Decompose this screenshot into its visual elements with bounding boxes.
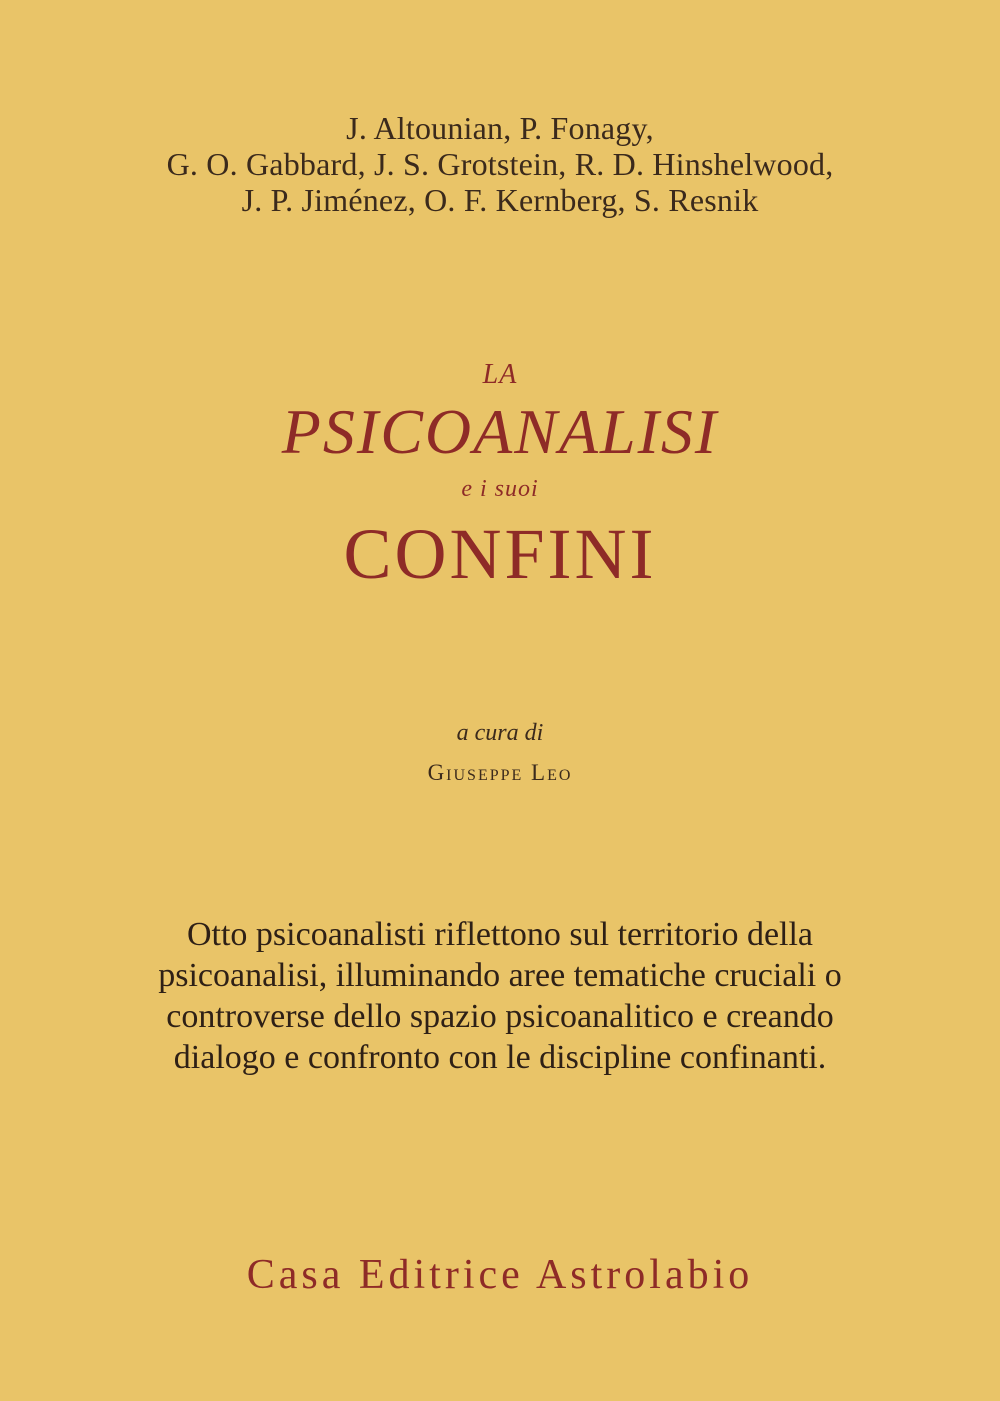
authors-line-1: J. Altounian, P. Fonagy,	[346, 110, 654, 146]
editor-label: a cura di	[456, 720, 544, 746]
title-block	[0, 358, 1000, 594]
blurb-line-1: Otto psicoanalisti riflettono sul territorio della	[186, 916, 814, 953]
blurb-text	[130, 914, 870, 1078]
editor-name: Giuseppe Leo	[427, 760, 573, 785]
authors-line-3: J. P. Jiménez, O. F. Kernberg, S. Resnik	[241, 182, 759, 218]
title-main: PSICOANALISI	[281, 396, 719, 467]
blurb-line-4: dialogo e confronto con le discipline confinanti.	[173, 1039, 827, 1076]
editor-block	[0, 718, 1000, 788]
authors-line-2: G. O. Gabbard, J. S. Grotstein, R. D. Hinshelwood,	[166, 146, 834, 182]
authors-block	[0, 110, 1000, 218]
blurb-line-2: psicoanalisi, illuminando aree tematiche cruciali o	[158, 957, 842, 994]
publisher-name: Casa Editrice Astrolabio	[246, 1252, 754, 1298]
title-article: LA	[482, 359, 518, 390]
title-connector: e i suoi	[461, 476, 539, 502]
blurb-line-3: controverse dello spazio psicoanalitico e creando	[166, 998, 834, 1035]
title-second: CONFINI	[343, 514, 657, 594]
